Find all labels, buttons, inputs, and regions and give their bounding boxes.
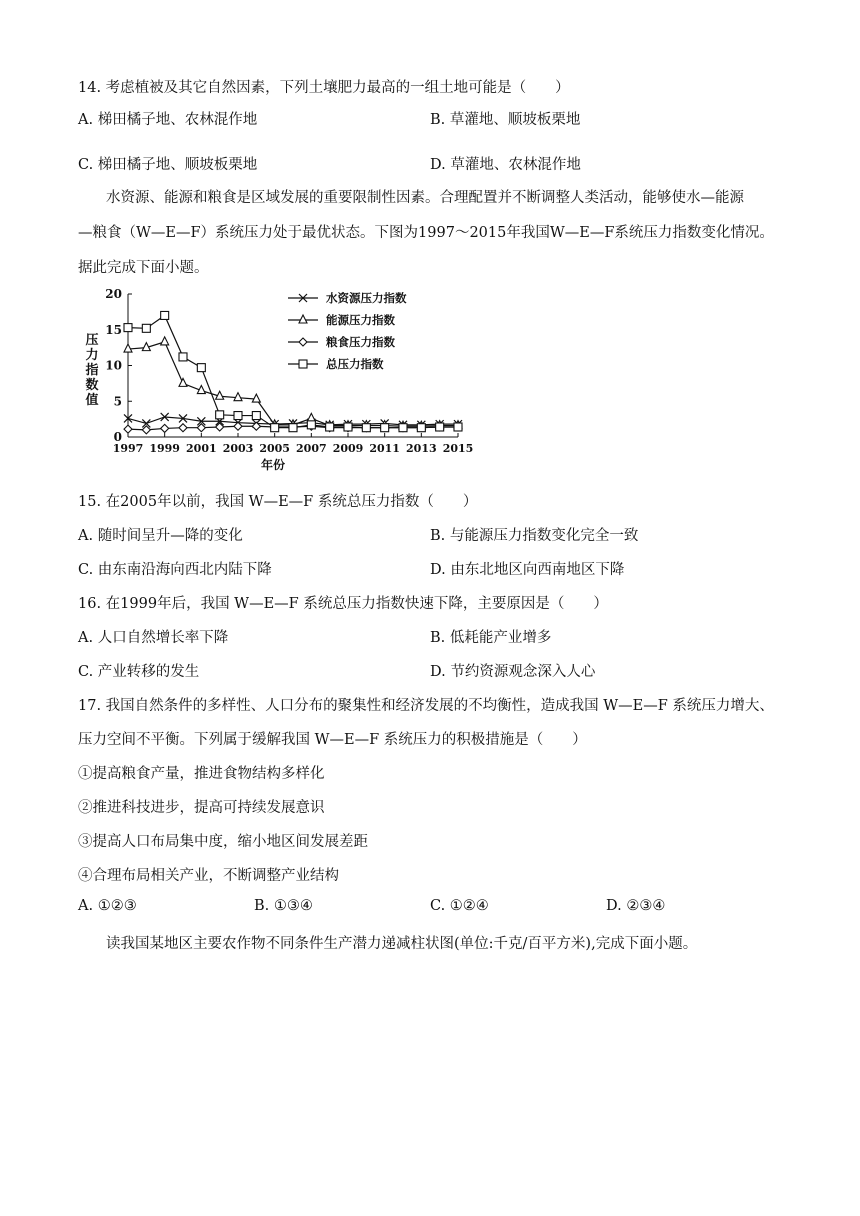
y-tick-label: 20: [105, 287, 122, 301]
q14-option-c: C. 梯田橘子地、顺坡板栗地: [78, 157, 258, 173]
data-point: [216, 411, 224, 419]
q17-item-2: ②推进科技进步，提高可持续发展意识: [78, 800, 325, 816]
data-point: [381, 424, 389, 432]
legend-marker: [299, 360, 307, 368]
intro-line-3: 据此完成下面小题。: [78, 260, 209, 276]
legend-label: 能源压力指数: [326, 313, 395, 327]
q16-option-b: B. 低耗能产业增多: [430, 630, 552, 646]
data-point: [161, 424, 169, 432]
data-point: [289, 424, 297, 432]
q17-item-3: ③提高人口布局集中度，缩小地区间发展差距: [78, 834, 368, 850]
q15-stem: 15. 在2005年以前，我国 W—E—F 系统总压力指数（ ）: [78, 494, 478, 510]
q14-stem: 14. 考虑植被及其它自然因素，下列土壤肥力最高的一组土地可能是（ ）: [78, 80, 570, 96]
data-point: [179, 353, 187, 361]
x-tick-label: 2003: [222, 442, 254, 455]
legend-entry: [288, 357, 384, 371]
q17-option-d: D. ②③④: [606, 898, 666, 914]
q14-option-d: D. 草灌地、农林混作地: [430, 157, 581, 173]
data-point: [179, 424, 187, 432]
x-tick-label: 1999: [149, 442, 180, 455]
q14-option-a: A. 梯田橘子地、农林混作地: [78, 112, 258, 128]
q15-option-d: D. 由东北地区向西南地区下降: [430, 562, 625, 578]
data-point: [161, 311, 169, 319]
q16-option-c: C. 产业转移的发生: [78, 664, 200, 680]
q17-item-4: ④合理布局相关产业，不断调整产业结构: [78, 868, 339, 884]
chart-legend: [288, 291, 407, 371]
x-tick-label: 2007: [296, 442, 327, 455]
data-point: [161, 337, 169, 345]
data-point: [252, 394, 260, 402]
legend-marker: [299, 315, 307, 323]
data-point: [454, 423, 462, 431]
series-line: [128, 342, 458, 426]
q15-option-c: C. 由东南沿海向西北内陆下降: [78, 562, 272, 578]
data-point: [344, 423, 352, 431]
data-point: [234, 422, 242, 430]
legend-marker: [299, 338, 307, 346]
series-square: [124, 311, 462, 431]
data-point: [234, 393, 242, 401]
legend-entry: [288, 291, 407, 305]
q17-option-b: B. ①③④: [254, 898, 313, 914]
data-point: [197, 364, 205, 372]
data-point: [436, 423, 444, 431]
legend-label: 水资源压力指数: [326, 291, 407, 305]
x-tick-label: 2005: [259, 442, 290, 455]
data-point: [252, 412, 260, 420]
q17-option-c: C. ①②④: [430, 898, 489, 914]
q17-stem-line-1: 17. 我国自然条件的多样性、人口分布的聚集性和经济发展的不均衡性，造成我国 W—E—F 系统压力增大、: [78, 698, 774, 714]
q16-option-d: D. 节约资源观念深入人心: [430, 664, 596, 680]
q15-option-a: A. 随时间呈升—降的变化: [78, 528, 243, 544]
intro-line-2: —粮食（W—E—F）系统压力处于最优状态。下图为1997～2015年我国W—E—F系统压力指数变化情况。: [78, 225, 774, 241]
intro-2: 读我国某地区主要农作物不同条件生产潜力递减柱状图(单位:千克/百平方米),完成下面小题。: [106, 936, 698, 952]
q16-stem: 16. 在1999年后，我国 W—E—F 系统总压力指数快速下降，主要原因是（ ）: [78, 596, 608, 612]
intro-line-1: 水资源、能源和粮食是区域发展的重要限制性因素。合理配置并不断调整人类活动，能够使水—能源: [106, 190, 744, 206]
x-tick-label: 2015: [442, 442, 474, 455]
data-point: [362, 424, 370, 432]
x-tick-label: 2001: [186, 442, 217, 455]
legend-entry: [288, 313, 395, 327]
q16-option-a: A. 人口自然增长率下降: [78, 630, 229, 646]
q17-stem-line-2: 压力空间不平衡。下列属于缓解我国 W—E—F 系统压力的积极措施是（ ）: [78, 732, 587, 748]
x-tick-label: 1997: [112, 442, 144, 455]
data-point: [179, 378, 187, 386]
data-point: [124, 344, 132, 352]
series-triangle: [124, 337, 462, 429]
data-point: [417, 424, 425, 432]
q15-option-b: B. 与能源压力指数变化完全一致: [430, 528, 639, 544]
data-point: [326, 423, 334, 431]
x-tick-label: 2011: [369, 442, 400, 455]
pressure-index-chart: [78, 282, 474, 482]
legend-entry: [288, 335, 395, 349]
x-tick-label: 2013: [406, 442, 437, 455]
y-axis-label: [84, 332, 98, 408]
legend-label: 粮食压力指数: [326, 335, 395, 349]
y-tick-label: 15: [105, 322, 122, 337]
y-tick-label: 0: [113, 430, 122, 444]
data-point: [271, 424, 279, 432]
data-point: [307, 413, 315, 421]
q17-option-a: A. ①②③: [78, 898, 137, 914]
y-tick-label: 10: [105, 358, 122, 373]
y-axis-label-text: 压力指数值: [85, 333, 99, 408]
data-point: [234, 412, 242, 420]
x-tick-label: 2009: [332, 442, 364, 455]
data-point: [124, 425, 132, 433]
y-tick-label: 5: [113, 394, 122, 409]
q14-option-b: B. 草灌地、顺坡板栗地: [430, 112, 581, 128]
data-point: [142, 324, 150, 332]
chart-series: [124, 311, 462, 433]
q17-item-1: ①提高粮食产量，推进食物结构多样化: [78, 766, 325, 782]
data-point: [307, 421, 315, 429]
data-point: [399, 424, 407, 432]
data-point: [124, 324, 132, 332]
legend-label: 总压力指数: [326, 357, 384, 371]
x-axis-label: [261, 457, 285, 472]
x-axis-label-text: 年份: [260, 458, 286, 472]
